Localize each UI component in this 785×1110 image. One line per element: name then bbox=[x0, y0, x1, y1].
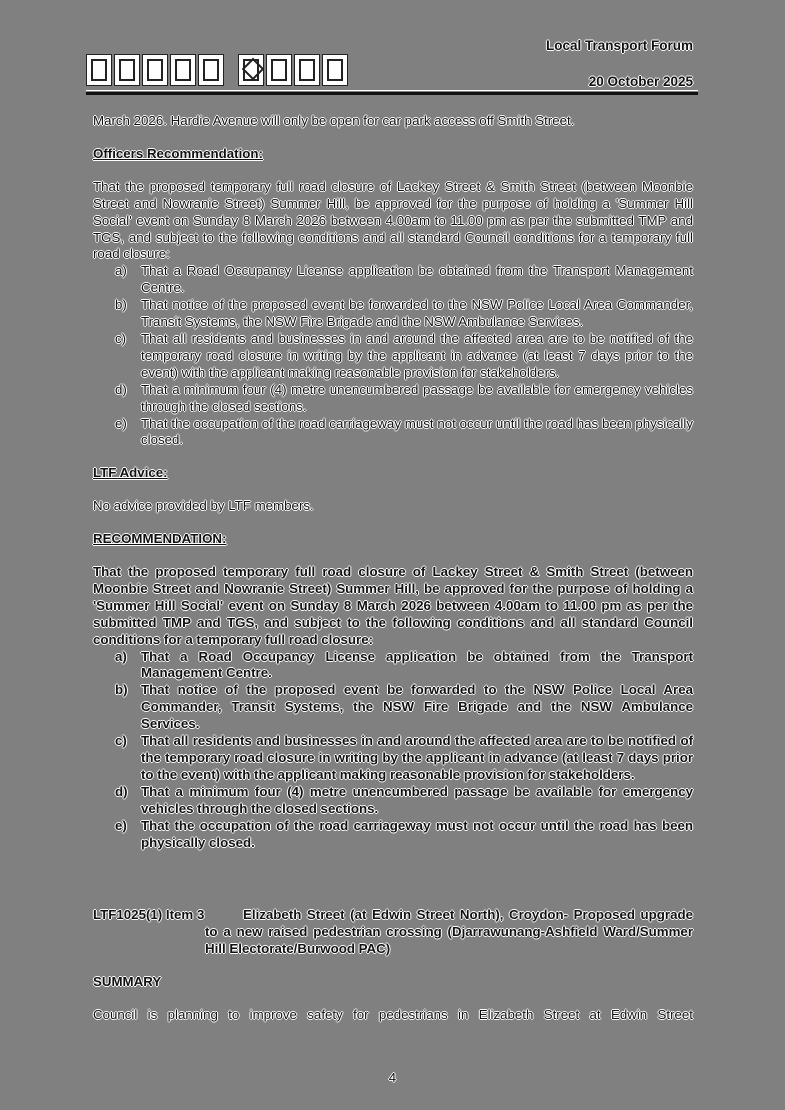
condition-item: e) That the occupation of the road carriageway must not occur until the road has been physically closed. bbox=[115, 415, 693, 448]
page-number: 4 bbox=[388, 1070, 397, 1085]
forum-title: Local Transport Forum bbox=[545, 38, 693, 53]
recommendation-conditions-list bbox=[93, 649, 693, 852]
condition-item: a) That a Road Occupancy License application be obtained from the Transport Management Centre. bbox=[115, 263, 693, 296]
ltf-advice-body: No advice provided by LTF members. bbox=[93, 498, 314, 514]
condition-item: b) That notice of the proposed event be forwarded to the NSW Police Local Area Commander, Transit Systems, the NSW Fire Brigade and the NSW Ambulance Services. bbox=[115, 682, 693, 732]
intro-line: March 2026. Hardie Avenue will only be open for car park access off Smith Street. bbox=[93, 113, 575, 128]
header-divider bbox=[86, 90, 698, 95]
agenda-item-code: LTF1025(1) Item 3 bbox=[93, 907, 205, 923]
logo-glyph-e bbox=[266, 54, 292, 86]
ltf-advice-heading: LTF Advice: bbox=[93, 465, 168, 481]
meeting-date: 20 October 2025 bbox=[588, 74, 693, 89]
officers-recommendation-body: That the proposed temporary full road closure of Lackey Street & Smith Street (between Moonbie Street and Nowranie Street) Summer Hill, be approved for the purpose of holding a 'Summer Hill Social' event on Sunday 8 March 2026 between 4.00am to 11.00 pm as per the submitted TMP and TGS, and subject to the following conditions and all standard Council conditions for a temporary full road closure: bbox=[93, 178, 693, 262]
condition-item: b) That notice of the proposed event be forwarded to the NSW Police Local Area Commander, Transit Systems, the NSW Fire Brigade and the NSW Ambulance Services. bbox=[115, 297, 693, 330]
agenda-item-heading bbox=[93, 907, 693, 958]
condition-item: a) That a Road Occupancy License application be obtained from the Transport Management Centre. bbox=[115, 648, 693, 681]
logo-glyph-s bbox=[294, 54, 320, 86]
officers-conditions-list bbox=[93, 263, 693, 449]
summary-heading: SUMMARY bbox=[93, 974, 162, 990]
page-header bbox=[86, 30, 698, 95]
inner-west-logo bbox=[86, 54, 348, 88]
summary-body: Council is planning to improve safety for pedestrians in Elizabeth Street at Edwin Street bbox=[93, 1007, 693, 1023]
logo-glyph-r bbox=[198, 54, 224, 86]
condition-item: c) That all residents and businesses in and around the affected area are to be notified of the temporary road closure in writing by the applicant in advance (at least 7 days prior to the event) with the applicant making reasonable provision for stakeholders. bbox=[115, 733, 693, 782]
logo-glyph-i bbox=[86, 54, 112, 86]
condition-item: e) That the occupation of the road carriageway must not occur until the road has been physically closed. bbox=[115, 817, 693, 850]
logo-glyph-w bbox=[238, 54, 264, 86]
condition-item: d) That a minimum four (4) metre unencumbered passage be available for emergency vehicles through the closed sections. bbox=[115, 783, 693, 816]
officers-recommendation-heading: Officers Recommendation: bbox=[93, 145, 263, 161]
logo-glyph-n bbox=[114, 54, 140, 86]
logo-glyph-n bbox=[142, 54, 168, 86]
recommendation-heading: RECOMMENDATION: bbox=[93, 531, 227, 547]
recommendation-body: That the proposed temporary full road closure of Lackey Street & Smith Street (between Moonbie Street and Nowranie Street) Summer Hill, be approved for the purpose of holding a 'Summer Hill Social' event on Sunday 8 March 2026 between 4.00am to 11.00 pm as per the submitted TMP and TGS, and subject to the following conditions and all standard Council conditions for a temporary full road closure: bbox=[93, 564, 693, 647]
agenda-item-title: Elizabeth Street (at Edwin Street North), Croydon- Proposed upgrade to a new raised pedestrian crossing (Djarrawunang-Ashfield Ward/Summer Hill Electorate/Burwood PAC) bbox=[205, 907, 693, 957]
logo-glyph-t bbox=[322, 54, 348, 86]
document-body bbox=[93, 113, 693, 1024]
logo-glyph-e bbox=[170, 54, 196, 86]
condition-item: c) That all residents and businesses in and around the affected area are to be notified of the temporary road closure in writing by the applicant in advance (at least 7 days prior to the event) with the applicant making reasonable provision for stakeholders. bbox=[115, 330, 693, 380]
condition-item: d) That a minimum four (4) metre unencumbered passage be available for emergency vehicles through the closed sections. bbox=[115, 381, 693, 414]
